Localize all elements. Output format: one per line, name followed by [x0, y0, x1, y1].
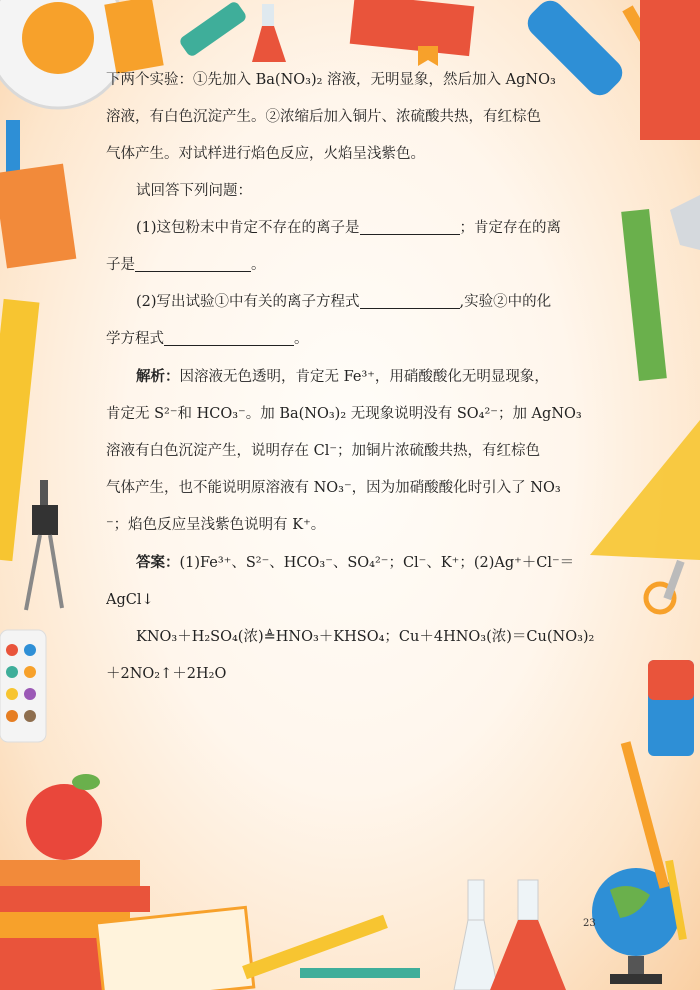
page-number: 23 — [583, 918, 596, 929]
answer-blank — [360, 290, 460, 309]
marker-icon — [178, 0, 248, 58]
content — [106, 62, 596, 693]
pencil-icon — [300, 968, 420, 978]
question-1: (1)这包粉末中肯定不存在的离子是 ；肯定存在的离 — [106, 210, 596, 247]
compass-icon — [26, 480, 62, 610]
pencil-icon — [621, 209, 667, 381]
text-line: 气体产生。对试样进行焰色反应，火焰呈浅紫色。 — [106, 146, 425, 162]
answer-line: 答案：(1)Fe³⁺、S²⁻、HCO₃⁻、SO₄²⁻；Cl⁻、K⁺；(2)Ag⁺＋Cl⁻＝ — [136, 554, 575, 571]
flask-icon — [252, 4, 286, 62]
answer-line: KNO₃＋H₂SO₄(浓)≜HNO₃＋KHSO₄；Cu＋4HNO₃(浓)＝Cu(NO₃)₂ — [136, 629, 595, 645]
text-line: 下两个实验：①先加入 Ba(NO₃)₂ 溶液，无明显象，然后加入 AgNO₃ — [106, 72, 556, 88]
text-line: 溶液，有白色沉淀产生。②浓缩后加入铜片、浓硫酸共热，有红棕色 — [106, 109, 541, 125]
analysis-line: 溶液有白色沉淀产生，说明存在 Cl⁻；加铜片浓硫酸共热，有红棕色 — [106, 443, 540, 459]
answer-blank — [360, 216, 460, 235]
sharpener-icon — [670, 195, 700, 250]
analysis-line: ⁻；焰色反应呈浅紫色说明有 K⁺。 — [106, 517, 326, 533]
open-notebook-icon — [96, 907, 254, 990]
scissors-icon — [646, 560, 685, 612]
palette-icon — [0, 630, 46, 742]
analysis-label: 解析： — [136, 368, 180, 385]
question-2-cont: 学方程式 。 — [106, 321, 596, 358]
flask-icon — [490, 880, 566, 990]
analysis-line: 解析：因溶液无色透明，肯定无 Fe³⁺，用硝酸酸化无明显现象， — [136, 368, 549, 385]
book-icon — [350, 0, 475, 66]
apple-icon — [26, 774, 102, 860]
notebook-icon — [0, 164, 76, 269]
question-intro: 试回答下列问题： — [136, 183, 252, 199]
book-icon — [640, 0, 700, 140]
paintbrush-icon — [621, 741, 669, 888]
answer-blank — [164, 327, 294, 346]
flask-icon — [454, 880, 498, 990]
answer-line: AgCl↓ — [106, 592, 154, 608]
answer-label: 答案： — [136, 554, 180, 571]
set-square-icon — [590, 420, 700, 560]
answer-line: ＋2NO₂↑＋2H₂O — [106, 666, 227, 682]
analysis-line: 气体产生，也不能说明原溶液有 NO₃⁻，因为加硝酸酸化时引入了 NO₃ — [106, 480, 561, 496]
answer-blank — [135, 253, 251, 272]
analysis-line: 肯定无 S²⁻和 HCO₃⁻。加 Ba(NO₃)₂ 无现象说明没有 SO₄²⁻；加 AgNO₃ — [106, 406, 582, 422]
question-2: (2)写出试验①中有关的离子方程式 ,实验②中的化 — [106, 284, 596, 321]
question-1-cont: 子是 。 — [106, 247, 596, 284]
